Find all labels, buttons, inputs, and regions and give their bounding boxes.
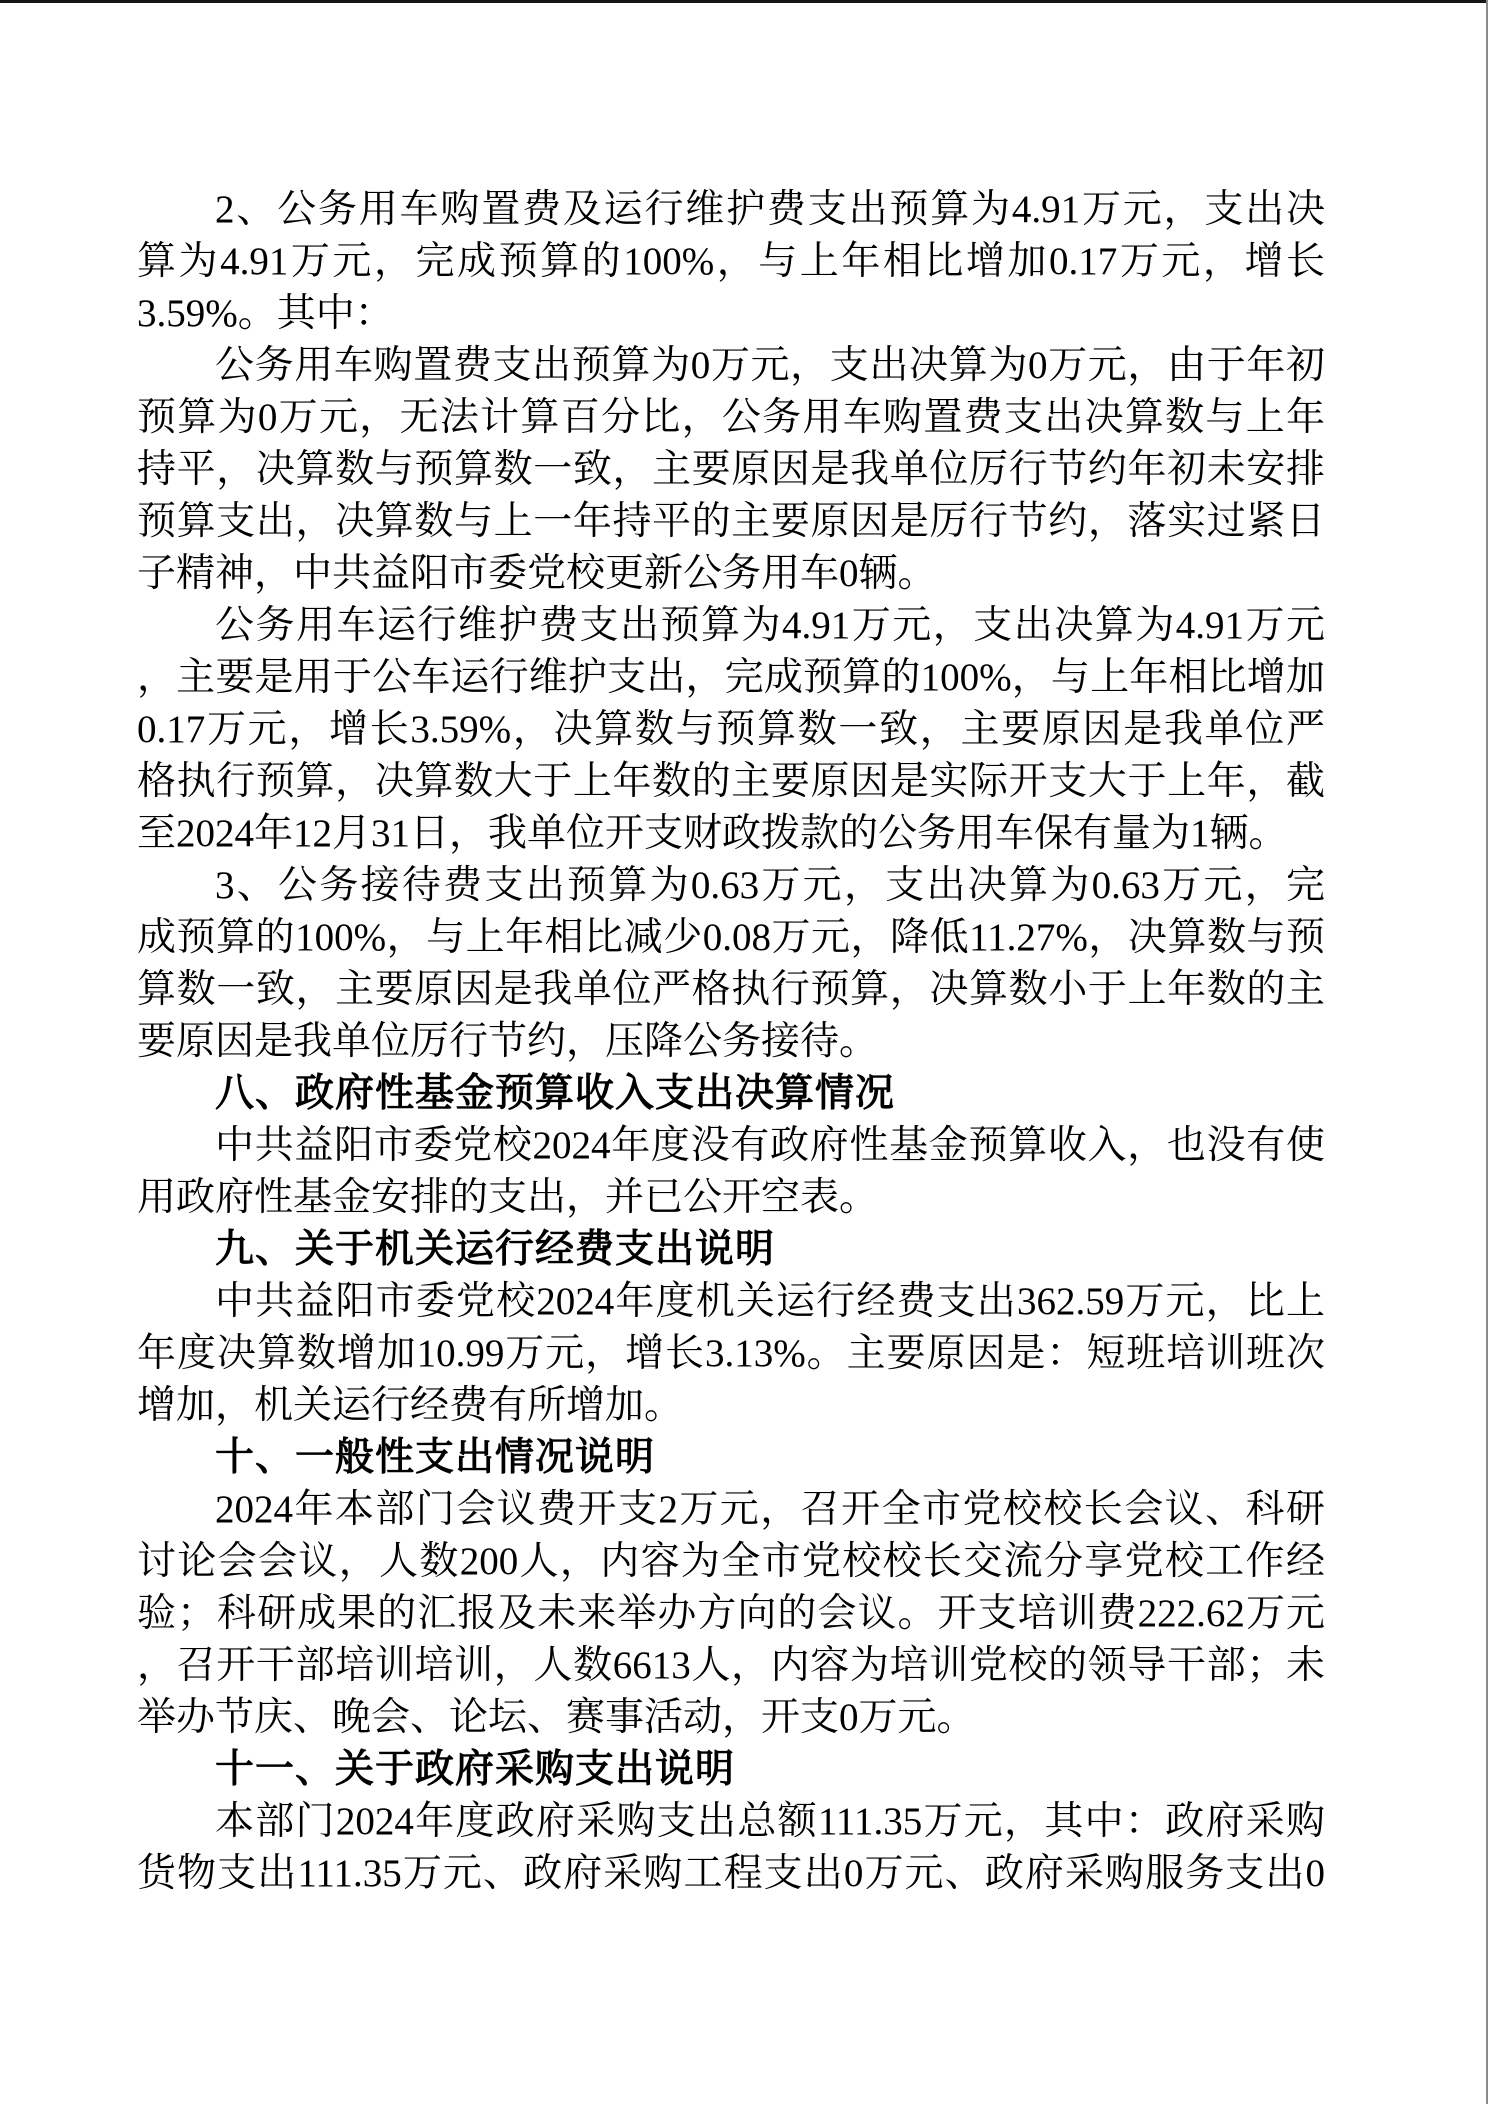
- text-line: 3、公务接待费支出预算为0.63万元，支出决算为0.63万元，完: [215, 864, 1325, 907]
- text-line: ，主要是用于公车运行维护支出，完成预算的100%，与上年相比增加: [137, 656, 1325, 699]
- text-line: 至2024年12月31日，我单位开支财政拨款的公务用车保有量为1辆。: [137, 812, 1288, 855]
- document-body: [137, 184, 1325, 1900]
- page-top-border: [0, 0, 1488, 3]
- text-line: 举办节庆、晚会、论坛、赛事活动，开支0万元。: [137, 1696, 976, 1739]
- section-heading: 十、一般性支出情况说明: [215, 1436, 656, 1479]
- text-line: 要原因是我单位厉行节约，压降公务接待。: [137, 1020, 879, 1063]
- text-line: 用政府性基金安排的支出，并已公开空表。: [137, 1176, 879, 1219]
- text-line: 格执行预算，决算数大于上年数的主要原因是实际开支大于上年，截: [137, 760, 1325, 803]
- text-line: ，召开干部培训培训，人数6613人，内容为培训党校的领导干部；未: [137, 1644, 1325, 1687]
- text-line: 公务用车购置费支出预算为0万元，支出决算为0万元，由于年初: [215, 344, 1325, 387]
- text-line: 预算支出，决算数与上一年持平的主要原因是厉行节约，落实过紧日: [137, 500, 1325, 543]
- text-line: 中共益阳市委党校2024年度没有政府性基金预算收入，也没有使: [215, 1124, 1325, 1167]
- text-line: 子精神，中共益阳市委党校更新公务用车0辆。: [137, 552, 937, 595]
- text-line: 3.59%。其中：: [137, 292, 394, 335]
- section-heading: 十一、关于政府采购支出说明: [215, 1748, 736, 1791]
- text-line: 2024年本部门会议费开支2万元，召开全市党校校长会议、科研: [215, 1488, 1325, 1531]
- text-line: 成预算的100%，与上年相比减少0.08万元，降低11.27%，决算数与预: [137, 916, 1325, 959]
- text-line: 讨论会会议，人数200人，内容为全市党校校长交流分享党校工作经: [137, 1540, 1325, 1583]
- text-line: 持平，决算数与预算数一致，主要原因是我单位厉行节约年初未安排: [137, 448, 1325, 491]
- text-line: 货物支出111.35万元、政府采购工程支出0万元、政府采购服务支出0: [137, 1852, 1325, 1895]
- text-line: 本部门2024年度政府采购支出总额111.35万元，其中：政府采购: [215, 1800, 1325, 1843]
- text-line: 中共益阳市委党校2024年度机关运行经费支出362.59万元，比上: [215, 1280, 1325, 1323]
- text-line: 0.17万元，增长3.59%，决算数与预算数一致，主要原因是我单位严: [137, 708, 1325, 751]
- text-line: 公务用车运行维护费支出预算为4.91万元，支出决算为4.91万元: [215, 604, 1325, 647]
- text-line: 2、公务用车购置费及运行维护费支出预算为4.91万元，支出决: [215, 188, 1325, 231]
- text-line: 验；科研成果的汇报及未来举办方向的会议。开支培训费222.62万元: [137, 1592, 1325, 1635]
- text-line: 年度决算数增加10.99万元，增长3.13%。主要原因是：短班培训班次: [137, 1332, 1325, 1375]
- section-heading: 八、政府性基金预算收入支出决算情况: [215, 1072, 896, 1115]
- text-line: 算为4.91万元，完成预算的100%，与上年相比增加0.17万元，增长: [137, 240, 1325, 283]
- text-line: 增加，机关运行经费有所增加。: [137, 1384, 684, 1427]
- text-line: 算数一致，主要原因是我单位严格执行预算，决算数小于上年数的主: [137, 968, 1325, 1011]
- section-heading: 九、关于机关运行经费支出说明: [215, 1228, 776, 1271]
- text-line: 预算为0万元，无法计算百分比，公务用车购置费支出决算数与上年: [137, 396, 1325, 439]
